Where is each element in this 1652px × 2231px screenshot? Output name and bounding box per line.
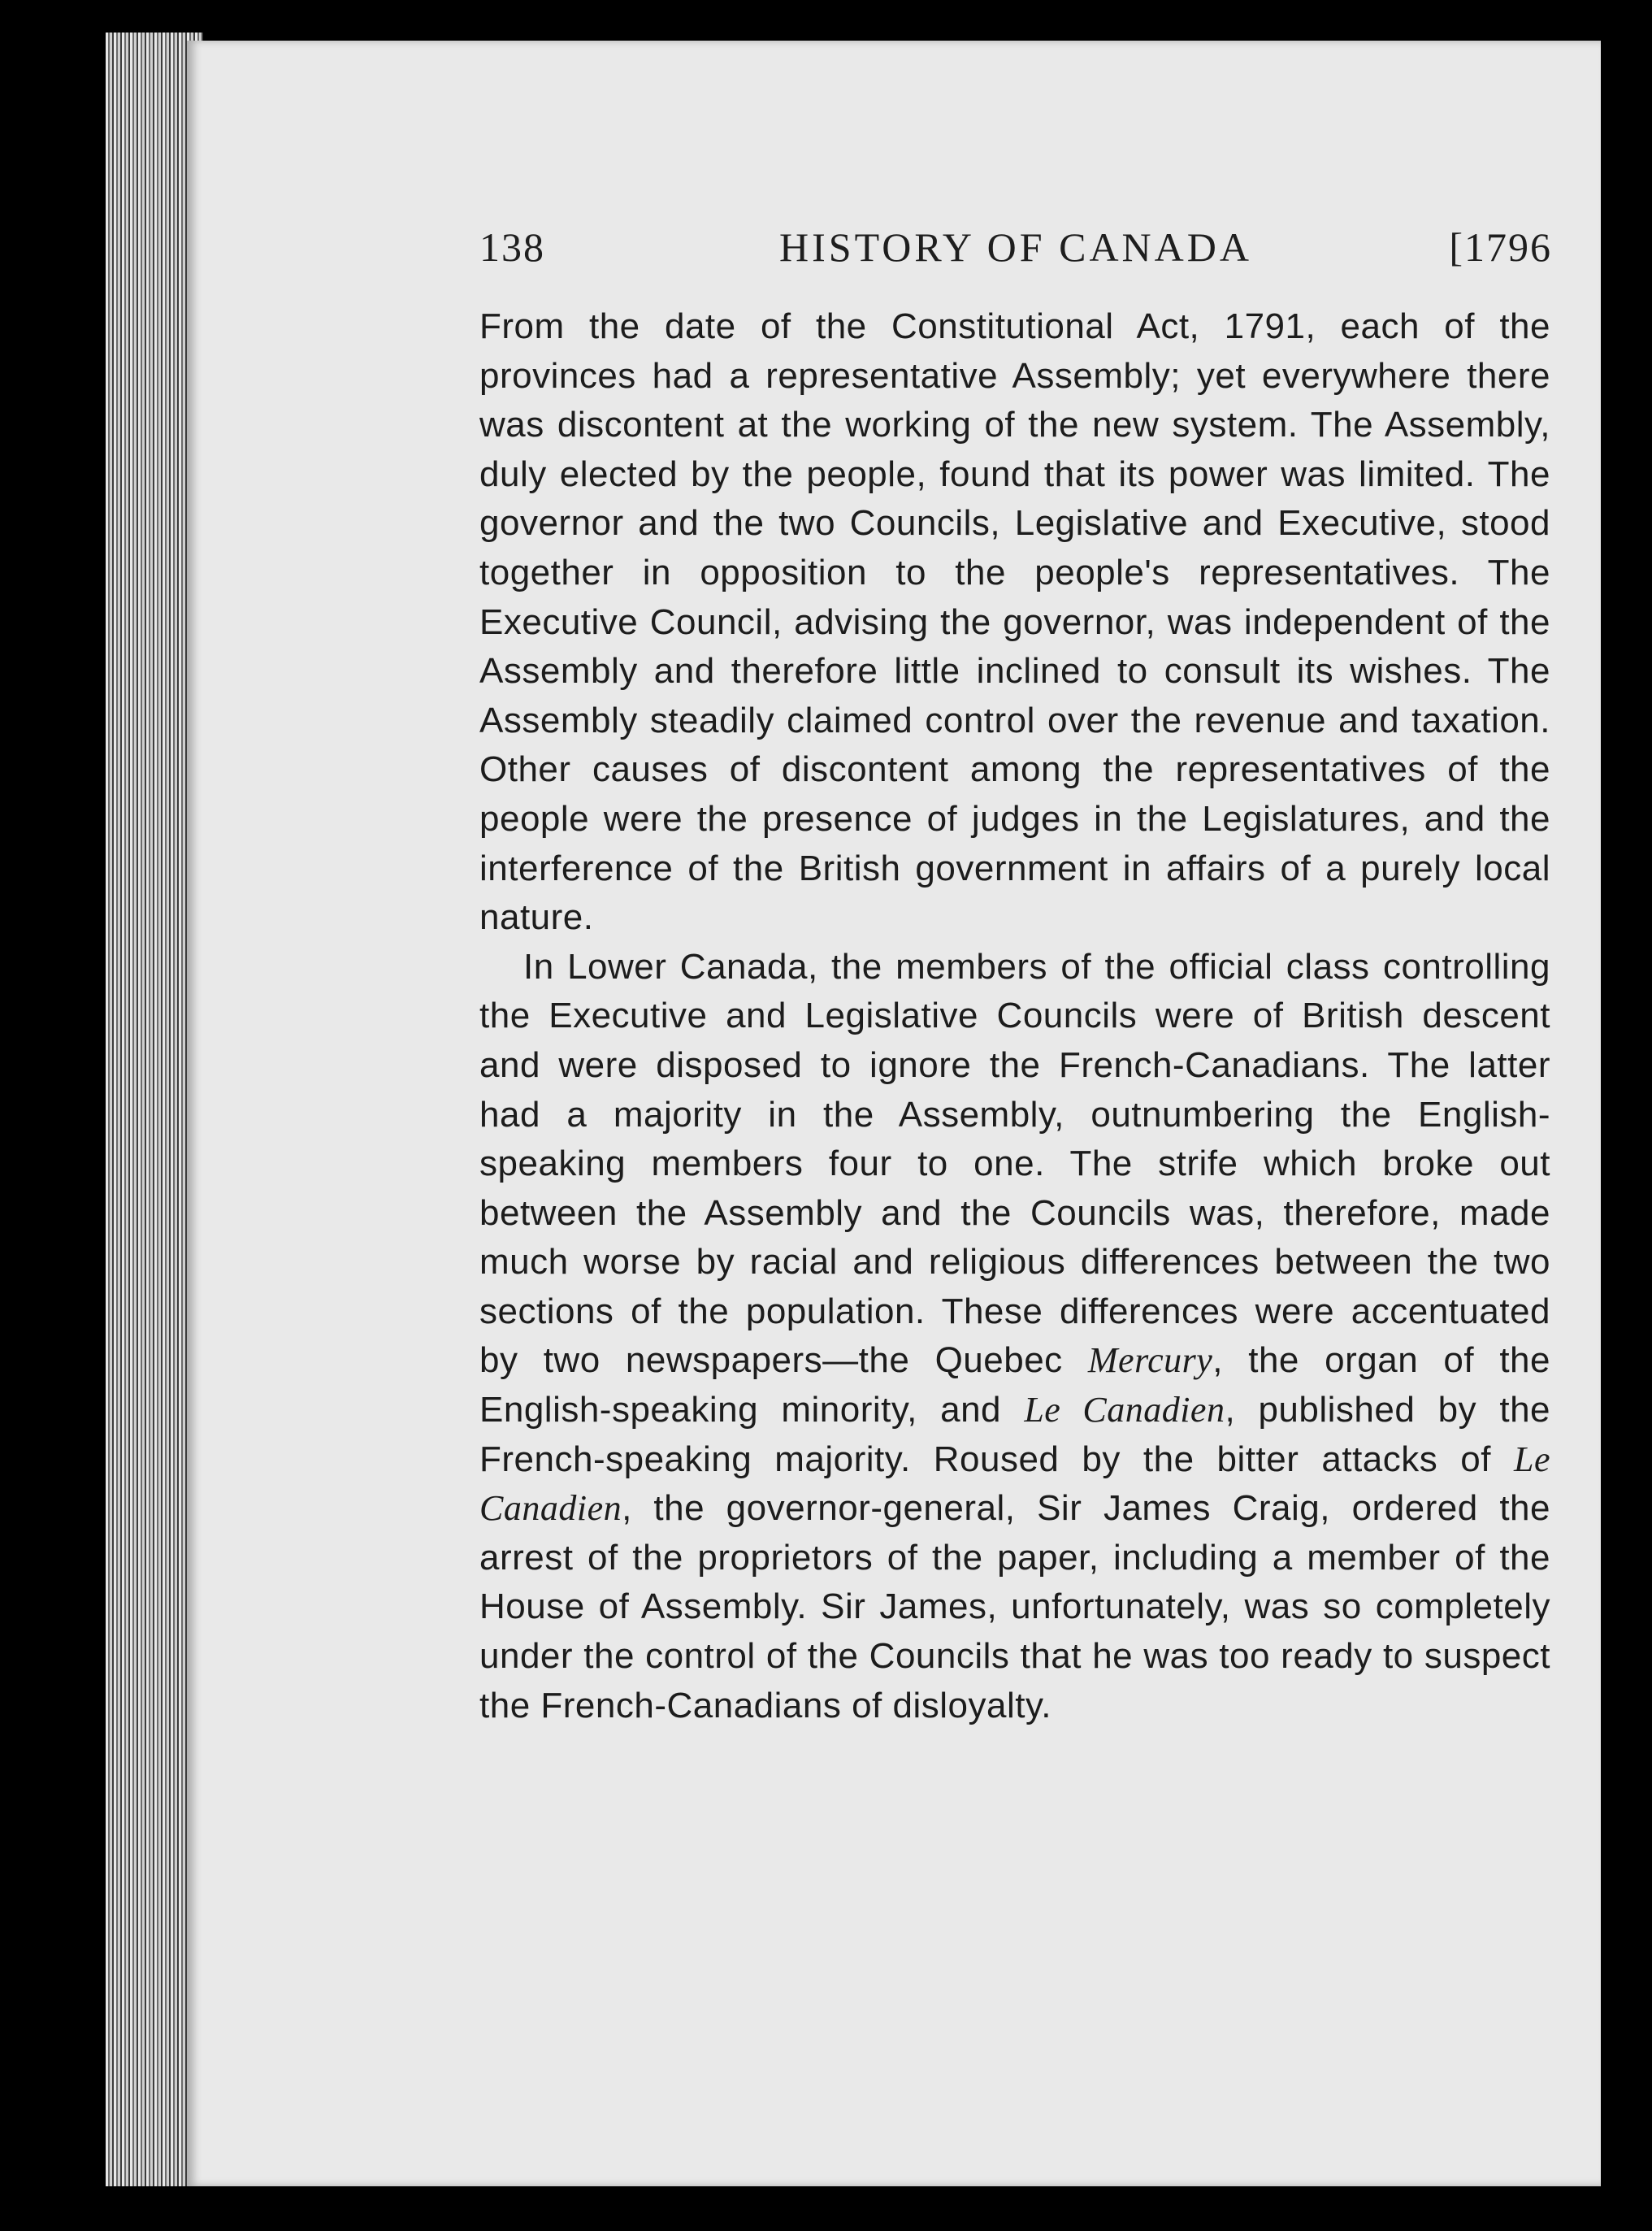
running-title: HISTORY OF CANADA — [779, 224, 1252, 270]
page-number: 138 — [479, 224, 545, 270]
paragraph-1-text: From the date of the Constitutional Act, 1791, each of the provinces had a representative Assembly; yet everywhere there was discontent at the working of the new system. The Assembly, duly elected by the people, found that its power was limited. The governor and the two Councils, Legislative and Executive, stood together in opposition to the people's representatives. The Executive Council, advising the governor, was independent of the Assembly and therefore little inclined to consult its wishes. The Assembly steadily claimed control over the revenue and taxation. Other causes of discontent among the representatives of the people were the presence of judges in the Legislatures, and the interference of the British government in affairs of a purely local nature. — [479, 306, 1550, 938]
newspaper-title-le-canadien-2: Le Canadien — [479, 1439, 1550, 1529]
header-year: [1796 — [1449, 224, 1552, 270]
paragraph-2-text-3: , published by the French-speaking majority. Roused by the bitter attacks of — [479, 1390, 1551, 1479]
paragraph-1 — [479, 302, 1550, 943]
newspaper-title-le-canadien: Le Canadien — [1024, 1390, 1225, 1430]
paragraph-2 — [479, 943, 1550, 1731]
paragraph-2-text-2: , the organ of the English-speaking minority, and — [479, 1340, 1550, 1430]
paragraph-2-text-4: , the governor-general, Sir James Craig, ordered the arrest of the proprietors of the paper, including a member of the House of Assembly. Sir James, unfortunately, was so completely under the control of the Councils that he was too ready to suspect the French-Canadians of disloyalty. — [479, 1488, 1550, 1725]
page-header — [479, 224, 1552, 280]
paragraph-2-text-1: In Lower Canada, the members of the official class controlling the Executive and Legislative Councils were of British descent and were disposed to ignore the French-Canadians. The latter had a majority in the Assembly, outnumbering the English-speaking members four to one. The strife which broke out between the Assembly and the Councils was, therefore, made much worse by racial and religious differences between the two sections of the population. These differences were accentuated by two newspapers—the Quebec — [479, 946, 1550, 1381]
newspaper-title-mercury: Mercury — [1087, 1340, 1213, 1381]
body-text — [479, 302, 1550, 1730]
